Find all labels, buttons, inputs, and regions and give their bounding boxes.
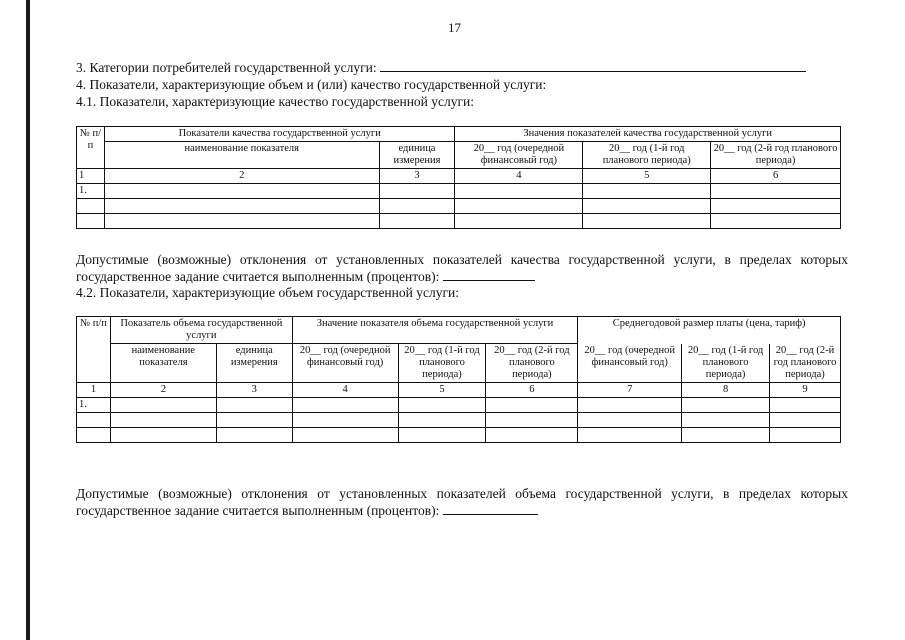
table-cell (77, 214, 105, 229)
volume-deviation-text: Допустимые (возможные) отклонения от установленных показателей объема государственной услуги, в пределах которых государственное задание считается выполненным (процентов): (76, 486, 848, 518)
table-cell (398, 398, 486, 413)
t2-year3-header: 20__ год (2-й год планового периода) (486, 344, 578, 383)
t1-num-cell: 6 (711, 169, 841, 184)
table-row (77, 413, 841, 428)
table-cell (110, 428, 216, 443)
t2-num-cell: 1 (77, 383, 111, 398)
table-cell (583, 199, 711, 214)
consumer-categories-label: 3. Категории потребителей государственной услуги: (76, 60, 377, 75)
t2-num-cell: 6 (486, 383, 578, 398)
section-4-2-heading: 4.2. Показатели, характеризующие объем государственной услуги: (76, 285, 459, 300)
consumer-categories-blank (380, 60, 806, 72)
table-cell (770, 413, 841, 428)
page-number: 17 (448, 20, 461, 35)
t1-num-cell: 2 (104, 169, 379, 184)
t2-num-cell: 4 (292, 383, 398, 398)
t2-num-cell: 9 (770, 383, 841, 398)
table-cell (770, 398, 841, 413)
table-cell (110, 398, 216, 413)
table-cell (770, 428, 841, 443)
section-4-1-heading: 4.1. Показатели, характеризующие качество государственной услуги: (76, 94, 475, 109)
table-cell (682, 413, 770, 428)
t2-price-year2-header: 20__ год (1-й год планового периода) (682, 344, 770, 383)
t2-group-price-header: Среднегодовой размер платы (цена, тариф) (578, 317, 841, 344)
table-row (77, 199, 841, 214)
t2-group-values-header: Значение показателя объема государственной услуги (292, 317, 578, 344)
t2-year1-header: 20__ год (очередной финансовый год) (292, 344, 398, 383)
t1-year2-header: 20__ год (1-й год планового периода) (583, 142, 711, 169)
t1-numbering-row (77, 169, 841, 184)
table-cell (455, 214, 583, 229)
table-cell (455, 184, 583, 199)
table-cell (104, 214, 379, 229)
table-row (77, 184, 841, 199)
table-cell (216, 413, 292, 428)
table-cell (578, 398, 682, 413)
table-cell (711, 199, 841, 214)
t2-row-num: 1. (77, 398, 111, 413)
table-cell (398, 413, 486, 428)
quality-deviation-paragraph (76, 251, 848, 285)
table-cell (578, 413, 682, 428)
quality-deviation-blank (443, 269, 535, 281)
t2-year2-header: 20__ год (1-й год планового периода) (398, 344, 486, 383)
t1-row-num: 1. (77, 184, 105, 199)
table-cell (292, 428, 398, 443)
table-cell (682, 428, 770, 443)
table-cell (216, 428, 292, 443)
t1-num-cell: 5 (583, 169, 711, 184)
table-row (77, 428, 841, 443)
t2-price-year1-header: 20__ год (очередной финансовый год) (578, 344, 682, 383)
table-cell (578, 428, 682, 443)
scan-margin-bar (26, 0, 30, 640)
t2-num-cell: 2 (110, 383, 216, 398)
t2-numbering-row (77, 383, 841, 398)
table-cell (216, 398, 292, 413)
t1-group-values-header: Значения показателей качества государственной услуги (455, 127, 841, 142)
t2-group-volume-header: Показатель объема государственной услуги (110, 317, 292, 344)
t2-unit-header: единица измерения (216, 344, 292, 383)
table-cell (77, 413, 111, 428)
volume-deviation-paragraph (76, 485, 848, 519)
table-cell (682, 398, 770, 413)
table-cell (104, 199, 379, 214)
t1-unit-header: единица измерения (379, 142, 455, 169)
table-cell (292, 398, 398, 413)
table-cell (455, 199, 583, 214)
t2-num-cell: 5 (398, 383, 486, 398)
t1-col-num-header: № п/п (77, 127, 105, 169)
t2-price-year3-header: 20__ год (2-й год планового периода) (770, 344, 841, 383)
table-cell (292, 413, 398, 428)
quality-indicators-table (76, 126, 841, 229)
table-cell (104, 184, 379, 199)
t2-col-num-header: № п/п (77, 317, 111, 383)
t1-group-quality-header: Показатели качества государственной услуги (104, 127, 454, 142)
table-cell (77, 199, 105, 214)
t1-num-cell: 1 (77, 169, 105, 184)
quality-deviation-text: Допустимые (возможные) отклонения от установленных показателей качества государственной услуги, в пределах которых государственное задание считается выполненным (процентов): (76, 252, 848, 284)
t2-num-cell: 3 (216, 383, 292, 398)
t2-num-cell: 7 (578, 383, 682, 398)
t1-year3-header: 20__ год (2-й год планового периода) (711, 142, 841, 169)
table-row (77, 214, 841, 229)
table-cell (77, 428, 111, 443)
t1-num-cell: 4 (455, 169, 583, 184)
t1-num-cell: 3 (379, 169, 455, 184)
t1-year1-header: 20__ год (очередной финансовый год) (455, 142, 583, 169)
table-cell (379, 214, 455, 229)
table-row (77, 398, 841, 413)
table-cell (486, 398, 578, 413)
t2-indicator-name-header: наименование показателя (110, 344, 216, 383)
table-cell (110, 413, 216, 428)
table-cell (486, 413, 578, 428)
table-cell (711, 214, 841, 229)
volume-deviation-blank (443, 503, 538, 515)
table-cell (583, 184, 711, 199)
table-cell (398, 428, 486, 443)
table-cell (379, 199, 455, 214)
table-cell (711, 184, 841, 199)
t1-indicator-name-header: наименование показателя (104, 142, 379, 169)
section-4-heading: 4. Показатели, характеризующие объем и (или) качество государственной услуги: (76, 77, 547, 92)
t2-num-cell: 8 (682, 383, 770, 398)
table-cell (379, 184, 455, 199)
consumer-categories-line (76, 60, 806, 76)
volume-indicators-table (76, 316, 841, 443)
table-cell (583, 214, 711, 229)
table-cell (486, 428, 578, 443)
